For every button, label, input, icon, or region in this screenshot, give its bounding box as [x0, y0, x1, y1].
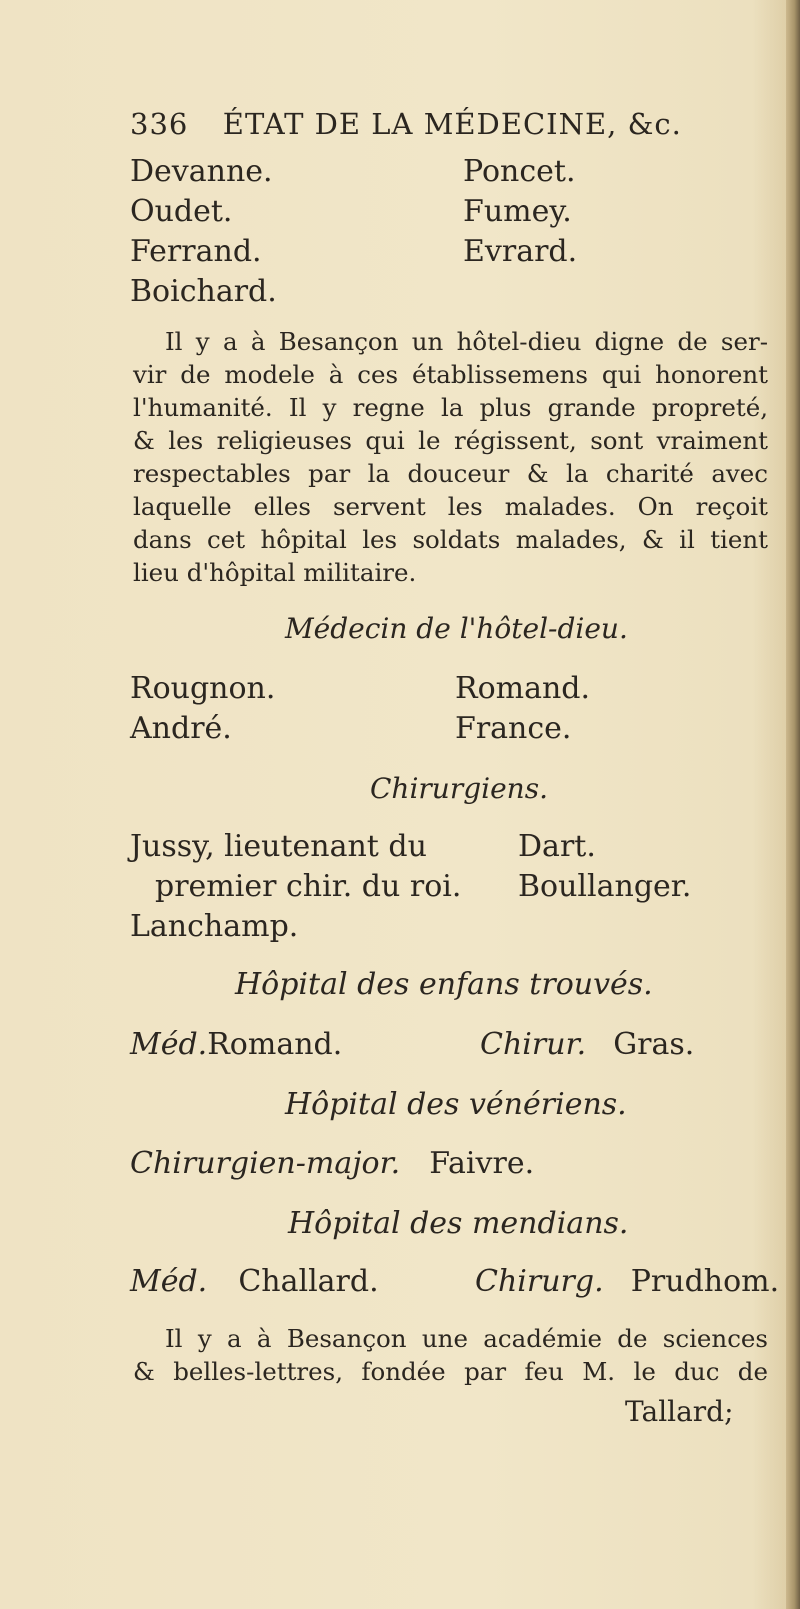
chirurgien-major-label: Chirurgien-major. — [130, 1146, 401, 1181]
section-heading-enfans: Hôpital des enfans trouvés. — [235, 967, 653, 1002]
chirurgien-left-2: premier chir. du roi. — [155, 869, 462, 904]
chirurgien-major-name: Faivre. — [429, 1146, 535, 1181]
paragraph-line: dans cet hôpital les soldats malades, & il tient — [133, 525, 768, 554]
paragraph-line: l'humanité. Il y regne la plus grande propreté, — [133, 393, 768, 422]
page-header — [130, 107, 682, 141]
name-left-4: Boichard. — [130, 274, 277, 309]
med-name: Challard. — [238, 1264, 379, 1299]
paragraph-line: & les religieuses qui le régissent, sont vraiment — [133, 426, 768, 455]
catchword: Tallard; — [625, 1395, 734, 1428]
mendians-medecin — [130, 1265, 379, 1299]
name-right-2: Fumey. — [463, 194, 572, 229]
enfans-chirurgien — [480, 1028, 694, 1062]
chir-label: Chirurg. — [475, 1264, 604, 1299]
name-left-1: Devanne. — [130, 154, 273, 189]
section-heading-chirurgiens: Chirurgiens. — [370, 772, 548, 805]
chir-name: Gras. — [613, 1027, 695, 1062]
chirurgien-left-3: Lanchamp. — [130, 909, 299, 944]
name-left-2: Oudet. — [130, 194, 233, 229]
name-left-3: Ferrand. — [130, 234, 262, 269]
veneriens-chirurgien — [130, 1147, 534, 1181]
section-heading-medecin: Médecin de l'hôtel-dieu. — [285, 612, 628, 645]
paragraph-academie — [133, 1322, 768, 1388]
chirurgien-left-1: Jussy, lieutenant du — [130, 829, 427, 864]
paragraph-line: respectables par la douceur & la charité avec — [133, 459, 768, 488]
paragraph-hotel-dieu — [133, 325, 768, 589]
medecin-left-1: Rougnon. — [130, 671, 276, 706]
chir-name: Prudhom. — [630, 1264, 780, 1299]
page-number: 336 — [130, 107, 189, 141]
section-heading-veneriens: Hôpital des vénériens. — [285, 1087, 627, 1122]
chirurgien-right-1: Dart. — [518, 829, 596, 864]
chirurgien-right-2: Boullanger. — [518, 869, 692, 904]
med-name: Romand. — [207, 1027, 343, 1062]
name-right-1: Poncet. — [463, 154, 576, 189]
paragraph-line: laquelle elles servent les malades. On reçoit — [133, 492, 768, 521]
section-heading-mendians: Hôpital des mendians. — [288, 1206, 629, 1241]
mendians-chirurgien — [475, 1265, 779, 1299]
paragraph-line: Il y a à Besançon une académie de sciences — [165, 1324, 768, 1353]
paragraph-line: & belles-lettres, fondée par feu M. le duc de — [133, 1357, 768, 1386]
running-title: ÉTAT DE LA MÉDECINE, &c. — [222, 107, 682, 141]
paragraph-line: Il y a à Besançon un hôtel-dieu digne de ser- — [165, 327, 768, 356]
medecin-right-2: France. — [455, 711, 572, 746]
medecin-left-2: André. — [130, 711, 232, 746]
name-right-3: Evrard. — [463, 234, 578, 269]
medecin-right-1: Romand. — [455, 671, 591, 706]
enfans-medecin — [130, 1028, 342, 1062]
med-label: Méd. — [130, 1264, 208, 1299]
med-label: Méd. — [130, 1027, 208, 1062]
page-edge — [786, 0, 800, 1609]
paragraph-line: vir de modele à ces établissemens qui honorent — [133, 360, 768, 389]
chir-label: Chirur. — [480, 1027, 587, 1062]
paragraph-line: lieu d'hôpital militaire. — [133, 558, 417, 587]
